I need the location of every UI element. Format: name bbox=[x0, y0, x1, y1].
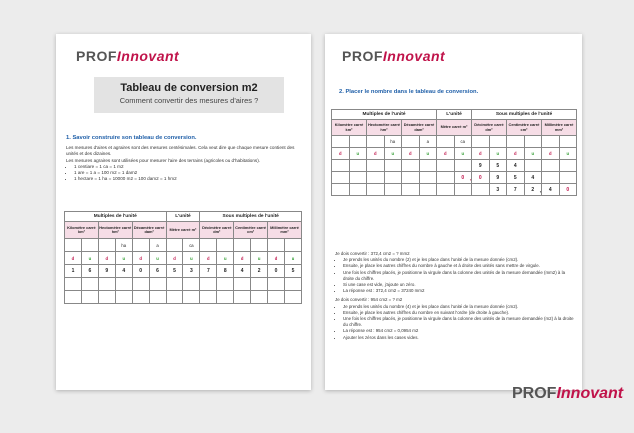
digit-cell bbox=[402, 172, 420, 184]
digit-cell: 5 bbox=[166, 265, 183, 278]
digit-cell bbox=[384, 184, 402, 196]
digit-cell bbox=[65, 278, 82, 291]
digit-position-cell: d bbox=[132, 252, 149, 265]
digit-cell bbox=[234, 291, 251, 304]
digit-position-cell: u bbox=[284, 252, 301, 265]
digit-cell bbox=[437, 172, 455, 184]
agraire-cell bbox=[559, 136, 577, 148]
digit-position-cell: u bbox=[384, 148, 402, 160]
digit-cell bbox=[166, 278, 183, 291]
intro-text bbox=[66, 145, 302, 183]
digit-cell: 8 bbox=[217, 265, 234, 278]
digit-cell bbox=[454, 184, 472, 196]
unit-header: Hectomètre carré hm² bbox=[98, 222, 132, 239]
agraire-cell: a bbox=[419, 136, 437, 148]
digit-cell bbox=[200, 278, 217, 291]
unit-header: Décimètre carré dm² bbox=[200, 222, 234, 239]
table-row bbox=[332, 148, 577, 160]
digit-cell bbox=[115, 278, 132, 291]
digit-cell bbox=[268, 291, 285, 304]
agraire-cell bbox=[166, 239, 183, 252]
digit-cell bbox=[402, 184, 420, 196]
digit-cell: 0 bbox=[472, 172, 490, 184]
digit-cell: 3 bbox=[489, 184, 507, 196]
example-intro: Je dois convertir : 954 cm2 = ? m2 bbox=[335, 297, 403, 303]
agraire-cell bbox=[251, 239, 268, 252]
digit-cell bbox=[234, 278, 251, 291]
digit-cell bbox=[65, 291, 82, 304]
agraire-cell bbox=[200, 239, 217, 252]
digit-cell bbox=[251, 278, 268, 291]
digit-cell bbox=[284, 278, 301, 291]
digit-position-cell: u bbox=[81, 252, 98, 265]
bullet: • Si une case est vide, j'ajoute un zéro. bbox=[343, 282, 575, 288]
group-header-multiples: Multiples de l'unité bbox=[65, 212, 167, 222]
digit-cell bbox=[98, 291, 115, 304]
digit-cell bbox=[419, 172, 437, 184]
digit-cell bbox=[384, 172, 402, 184]
digit-position-cell: d bbox=[437, 148, 455, 160]
digit-cell: 4 bbox=[234, 265, 251, 278]
digit-position-cell: u bbox=[489, 148, 507, 160]
bullet: • Ajouter les zéros dans les cases vides. bbox=[343, 335, 575, 341]
agraire-cell: ca bbox=[454, 136, 472, 148]
digit-position-cell: u bbox=[115, 252, 132, 265]
decimal-comma: , bbox=[469, 176, 471, 182]
digit-cell: 3 bbox=[183, 265, 200, 278]
digit-position-cell: d bbox=[98, 252, 115, 265]
example-intro: Je dois convertir : 372,4 cm2 = ? mm2 bbox=[335, 251, 410, 256]
table-row bbox=[65, 278, 302, 291]
digit-cell: 7 bbox=[200, 265, 217, 278]
group-header-unit: L'unité bbox=[166, 212, 200, 222]
digit-position-cell: u bbox=[524, 148, 542, 160]
digit-position-cell: d bbox=[507, 148, 525, 160]
digit-cell bbox=[332, 160, 350, 172]
digit-cell bbox=[559, 172, 577, 184]
digit-position-cell: d bbox=[65, 252, 82, 265]
agraire-cell bbox=[349, 136, 367, 148]
agraire-cell bbox=[367, 136, 385, 148]
table-row bbox=[332, 120, 577, 136]
page-2 bbox=[325, 34, 582, 390]
bullet: • La réponse est : 372,4 cm2 = 37240 mm2 bbox=[343, 288, 575, 294]
digit-cell bbox=[183, 291, 200, 304]
bullet: • Ensuite, je place les autres chiffres du nombre en suivant l'ordre (de droite à gauche). bbox=[343, 310, 575, 316]
agraire-cell: a bbox=[149, 239, 166, 252]
section-heading-1: 1. Savoir construire son tableau de conversion. bbox=[66, 135, 197, 141]
agraire-cell bbox=[284, 239, 301, 252]
agraire-cell bbox=[472, 136, 490, 148]
digit-cell bbox=[332, 172, 350, 184]
digit-cell: 6 bbox=[149, 265, 166, 278]
digit-position-cell: u bbox=[183, 252, 200, 265]
digit-cell: 4 bbox=[507, 160, 525, 172]
digit-cell bbox=[332, 184, 350, 196]
digit-cell: 5 bbox=[284, 265, 301, 278]
unit-header: Décimètre carré dm² bbox=[472, 120, 507, 136]
paragraph: Les mesures agraires sont utilisées pour mesurer l'aire des terrains (agricoles ou d'habitations). bbox=[66, 157, 261, 163]
conversion-table bbox=[64, 211, 302, 304]
digit-cell bbox=[419, 160, 437, 172]
digit-position-cell: u bbox=[251, 252, 268, 265]
digit-cell bbox=[437, 184, 455, 196]
digit-cell: 4 bbox=[524, 172, 542, 184]
digit-cell: 9 bbox=[489, 172, 507, 184]
agraire-cell: ha bbox=[384, 136, 402, 148]
digit-cell bbox=[251, 291, 268, 304]
unit-header: Centimètre carré cm² bbox=[234, 222, 268, 239]
bullet: • Une fois les chiffres placés, je positionne la virgule dans la colonne des unités de la mesure demandée (m2) à la droite du chiffre. bbox=[343, 316, 575, 328]
bullet: • 1 hectare = 1 ha = 10000 m2 = 100 dam2 = 1 hm2 bbox=[74, 176, 302, 182]
agraire-cell bbox=[65, 239, 82, 252]
digit-position-cell: d bbox=[367, 148, 385, 160]
digit-cell bbox=[402, 160, 420, 172]
examples-text bbox=[335, 251, 575, 341]
unit-header: Kilomètre carré km² bbox=[332, 120, 367, 136]
agraire-cell: ha bbox=[115, 239, 132, 252]
agraire-cell bbox=[234, 239, 251, 252]
digit-cell bbox=[349, 184, 367, 196]
digit-cell: 7 bbox=[507, 184, 525, 196]
decimal-comma: , bbox=[539, 188, 541, 194]
agraire-cell bbox=[542, 136, 560, 148]
agraire-cell bbox=[437, 136, 455, 148]
digit-cell bbox=[132, 291, 149, 304]
digit-cell: 6 bbox=[81, 265, 98, 278]
group-header-submultiples: Sous multiples de l'unité bbox=[200, 212, 302, 222]
unit-header: Décamètre carré dam² bbox=[402, 120, 437, 136]
digit-cell: 5 bbox=[507, 172, 525, 184]
digit-cell bbox=[81, 291, 98, 304]
unit-header: Kilomètre carré km² bbox=[65, 222, 99, 239]
page-subtitle: Comment convertir des mesures d'aires ? bbox=[119, 96, 259, 105]
digit-cell: 2 bbox=[251, 265, 268, 278]
table-row bbox=[332, 110, 577, 120]
agraire-cell bbox=[402, 136, 420, 148]
digit-position-cell: u bbox=[349, 148, 367, 160]
digit-position-cell: u bbox=[454, 148, 472, 160]
bullet: • 1 are = 1 a = 100 m2 = 1 dam2 bbox=[74, 170, 302, 176]
table-row bbox=[65, 222, 302, 239]
digit-cell bbox=[132, 278, 149, 291]
unit-header: Mètre carré m² bbox=[166, 222, 200, 239]
digit-cell bbox=[367, 172, 385, 184]
digit-position-cell: u bbox=[217, 252, 234, 265]
digit-cell bbox=[524, 160, 542, 172]
digit-cell bbox=[149, 291, 166, 304]
bullet: • 1 centiare = 1 ca = 1 m2 bbox=[74, 164, 302, 170]
digit-cell: 0 bbox=[559, 184, 577, 196]
brand-logo: PROFInnovant bbox=[342, 48, 446, 64]
unit-header: Décamètre carré dam² bbox=[132, 222, 166, 239]
digit-cell: 0 bbox=[132, 265, 149, 278]
digit-cell bbox=[437, 160, 455, 172]
digit-cell: 5 bbox=[489, 160, 507, 172]
unit-header: Centimètre carré cm² bbox=[507, 120, 542, 136]
digit-cell bbox=[217, 278, 234, 291]
bullet: • Je prends les unités du nombre (2) et je les place dans l'unité de la mesure donnée (cm2). bbox=[343, 257, 575, 263]
page-1 bbox=[56, 34, 311, 390]
unit-header: Millimètre carré mm² bbox=[542, 120, 577, 136]
digit-cell bbox=[349, 160, 367, 172]
bullet: • La réponse est : 954 cm2 = 0,0954 m2 bbox=[343, 328, 575, 334]
digit-position-cell: u bbox=[419, 148, 437, 160]
digit-cell bbox=[349, 172, 367, 184]
digit-position-cell: d bbox=[332, 148, 350, 160]
digit-cell bbox=[166, 291, 183, 304]
table-row bbox=[332, 160, 577, 172]
digit-cell bbox=[542, 172, 560, 184]
agraire-cell bbox=[489, 136, 507, 148]
unit-header: Millimètre carré mm² bbox=[268, 222, 302, 239]
digit-cell bbox=[542, 160, 560, 172]
digit-cell bbox=[419, 184, 437, 196]
digit-position-cell: u bbox=[559, 148, 577, 160]
digit-position-cell: d bbox=[268, 252, 285, 265]
table-row bbox=[65, 239, 302, 252]
paragraph: Les mesures d'aires et agraires sont des mesures centésimales. Cela veut dire que chaque mesure contient des unités et des dizaines. bbox=[66, 145, 295, 157]
digit-cell: 9 bbox=[98, 265, 115, 278]
digit-cell: 4 bbox=[542, 184, 560, 196]
digit-cell bbox=[367, 184, 385, 196]
digit-position-cell: d bbox=[166, 252, 183, 265]
digit-position-cell: d bbox=[542, 148, 560, 160]
table-row bbox=[332, 172, 577, 184]
digit-cell bbox=[98, 278, 115, 291]
brand-logo: PROFInnovant bbox=[76, 48, 180, 64]
digit-cell bbox=[115, 291, 132, 304]
agraire-cell bbox=[98, 239, 115, 252]
digit-cell bbox=[454, 160, 472, 172]
digit-position-cell: d bbox=[200, 252, 217, 265]
digit-cell bbox=[81, 278, 98, 291]
group-header-multiples: Multiples de l'unité bbox=[332, 110, 437, 120]
group-header-submultiples: Sous multiples de l'unité bbox=[472, 110, 577, 120]
digit-cell: 9 bbox=[472, 160, 490, 172]
digit-cell: 0 , bbox=[454, 172, 472, 184]
digit-cell bbox=[149, 278, 166, 291]
corner-brand-logo: PROFInnovant bbox=[512, 385, 624, 402]
digit-cell bbox=[472, 184, 490, 196]
digit-cell bbox=[384, 160, 402, 172]
digit-position-cell: d bbox=[472, 148, 490, 160]
digit-cell bbox=[217, 291, 234, 304]
table-row bbox=[65, 265, 302, 278]
agraire-cell bbox=[268, 239, 285, 252]
digit-cell bbox=[284, 291, 301, 304]
bullet: • Une fois les chiffres placés, je positionne la virgule dans la colonne des unités de la mesure demandée (mm2) à la droite du chiffre. bbox=[343, 270, 575, 282]
unit-header: Mètre carré m² bbox=[437, 120, 472, 136]
bullet: • Je prends les unités du nombre (4) et je les place dans l'unité de la mesure donnée (cm2). bbox=[343, 304, 575, 310]
agraire-cell bbox=[217, 239, 234, 252]
agraire-cell bbox=[81, 239, 98, 252]
table-row bbox=[65, 252, 302, 265]
agraire-cell bbox=[524, 136, 542, 148]
digit-cell bbox=[559, 160, 577, 172]
title-box bbox=[94, 77, 284, 113]
digit-position-cell: d bbox=[402, 148, 420, 160]
conversion-table-example bbox=[331, 109, 577, 196]
page-title: Tableau de conversion m2 bbox=[120, 82, 258, 94]
table-row bbox=[65, 212, 302, 222]
unit-header: Hectomètre carré hm² bbox=[367, 120, 402, 136]
agraire-cell bbox=[332, 136, 350, 148]
digit-cell: 0 bbox=[268, 265, 285, 278]
agraire-cell bbox=[132, 239, 149, 252]
digit-position-cell: d bbox=[234, 252, 251, 265]
digit-cell bbox=[200, 291, 217, 304]
digit-cell: 1 bbox=[65, 265, 82, 278]
digit-cell bbox=[367, 160, 385, 172]
digit-cell bbox=[183, 278, 200, 291]
digit-cell: 2 , bbox=[524, 184, 542, 196]
section-heading-2: 2. Placer le nombre dans le tableau de conversion. bbox=[339, 89, 479, 95]
table-row bbox=[332, 136, 577, 148]
digit-position-cell: u bbox=[149, 252, 166, 265]
table-row bbox=[332, 184, 577, 196]
digit-cell: 4 bbox=[115, 265, 132, 278]
table-row bbox=[65, 291, 302, 304]
agraire-cell bbox=[507, 136, 525, 148]
group-header-unit: L'unité bbox=[437, 110, 472, 120]
agraire-cell: ca bbox=[183, 239, 200, 252]
digit-cell bbox=[268, 278, 285, 291]
bullet: • Ensuite, je place les autres chiffres du nombre à gauche et à droite des unités sans mettre de virgule. bbox=[343, 263, 575, 269]
